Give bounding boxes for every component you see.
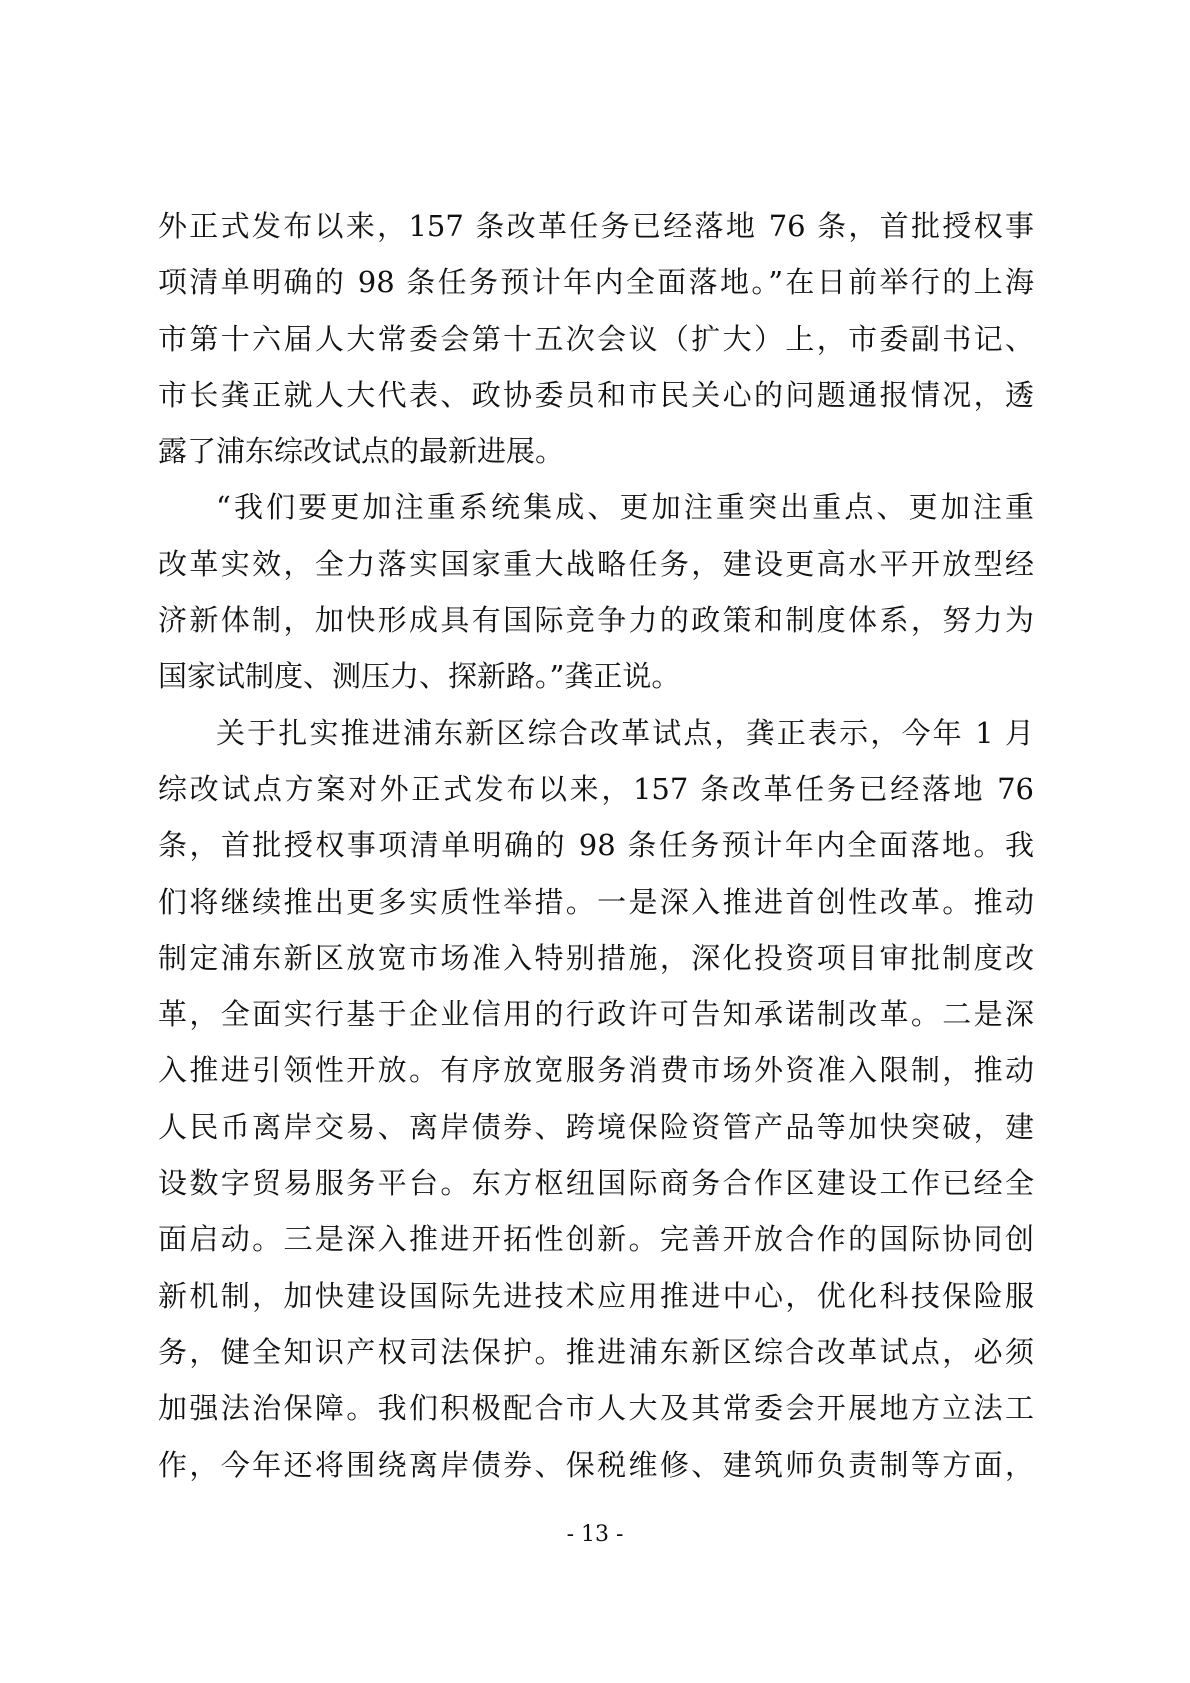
text-line: 改革实效，全力落实国家重大战略任务，建设更高水平开放型经 bbox=[158, 546, 1034, 581]
text-line: 加强法治保障。我们积极配合市人大及其常委会开展地方立法工 bbox=[158, 1391, 1034, 1426]
body-text bbox=[158, 198, 1034, 1493]
text-line: 面启动。三是深入推进开拓性创新。完善开放合作的国际协同创 bbox=[158, 1222, 1034, 1257]
text-line: 人民币离岸交易、离岸债券、跨境保险资管产品等加快突破，建 bbox=[158, 1109, 1034, 1144]
text-line: 济新体制，加快形成具有国际竞争力的政策和制度体系，努力为 bbox=[158, 603, 1034, 638]
text-line: 制定浦东新区放宽市场准入特别措施，深化投资项目审批制度改 bbox=[158, 940, 1034, 975]
page-number: - 13 - bbox=[566, 1522, 624, 1547]
text-line: 作，今年还将围绕离岸债券、保税维修、建筑师负责制等方面， bbox=[158, 1447, 1034, 1482]
text-line: 设数字贸易服务平台。东方枢纽国际商务合作区建设工作已经全 bbox=[158, 1166, 1034, 1201]
text-line: 们将继续推出更多实质性举措。一是深入推进首创性改革。推动 bbox=[158, 884, 1034, 919]
text-line: 市第十六届人大常委会第十五次会议（扩大）上，市委副书记、 bbox=[158, 321, 1034, 356]
text-line: 项清单明确的 98 条任务预计年内全面落地。”在日前举行的上海 bbox=[158, 265, 1034, 300]
text-line: 关于扎实推进浦东新区综合改革试点，龚正表示，今年 1 月 bbox=[216, 715, 1034, 750]
text-line: 务，健全知识产权司法保护。推进浦东新区综合改革试点，必须 bbox=[158, 1334, 1034, 1369]
text-line: 综改试点方案对外正式发布以来，157 条改革任务已经落地 76 bbox=[158, 771, 1034, 806]
text-line: 革，全面实行基于企业信用的行政许可告知承诺制改革。二是深 bbox=[158, 997, 1034, 1032]
text-line: 市长龚正就人大代表、政协委员和市民关心的问题通报情况，透 bbox=[158, 377, 1034, 412]
text-line: 新机制，加快建设国际先进技术应用推进中心，优化科技保险服 bbox=[158, 1278, 1034, 1313]
text-line: 条，首批授权事项清单明确的 98 条任务预计年内全面落地。我 bbox=[158, 828, 1034, 863]
text-line: 国家试制度、测压力、探新路。”龚正说。 bbox=[158, 659, 681, 694]
text-line: 入推进引领性开放。有序放宽服务消费市场外资准入限制，推动 bbox=[158, 1053, 1034, 1088]
text-line: “我们要更加注重系统集成、更加注重突出重点、更加注重 bbox=[216, 490, 1034, 525]
text-line: 外正式发布以来，157 条改革任务已经落地 76 条，首批授权事 bbox=[158, 209, 1034, 243]
text-line: 露了浦东综改试点的最新进展。 bbox=[158, 434, 565, 469]
